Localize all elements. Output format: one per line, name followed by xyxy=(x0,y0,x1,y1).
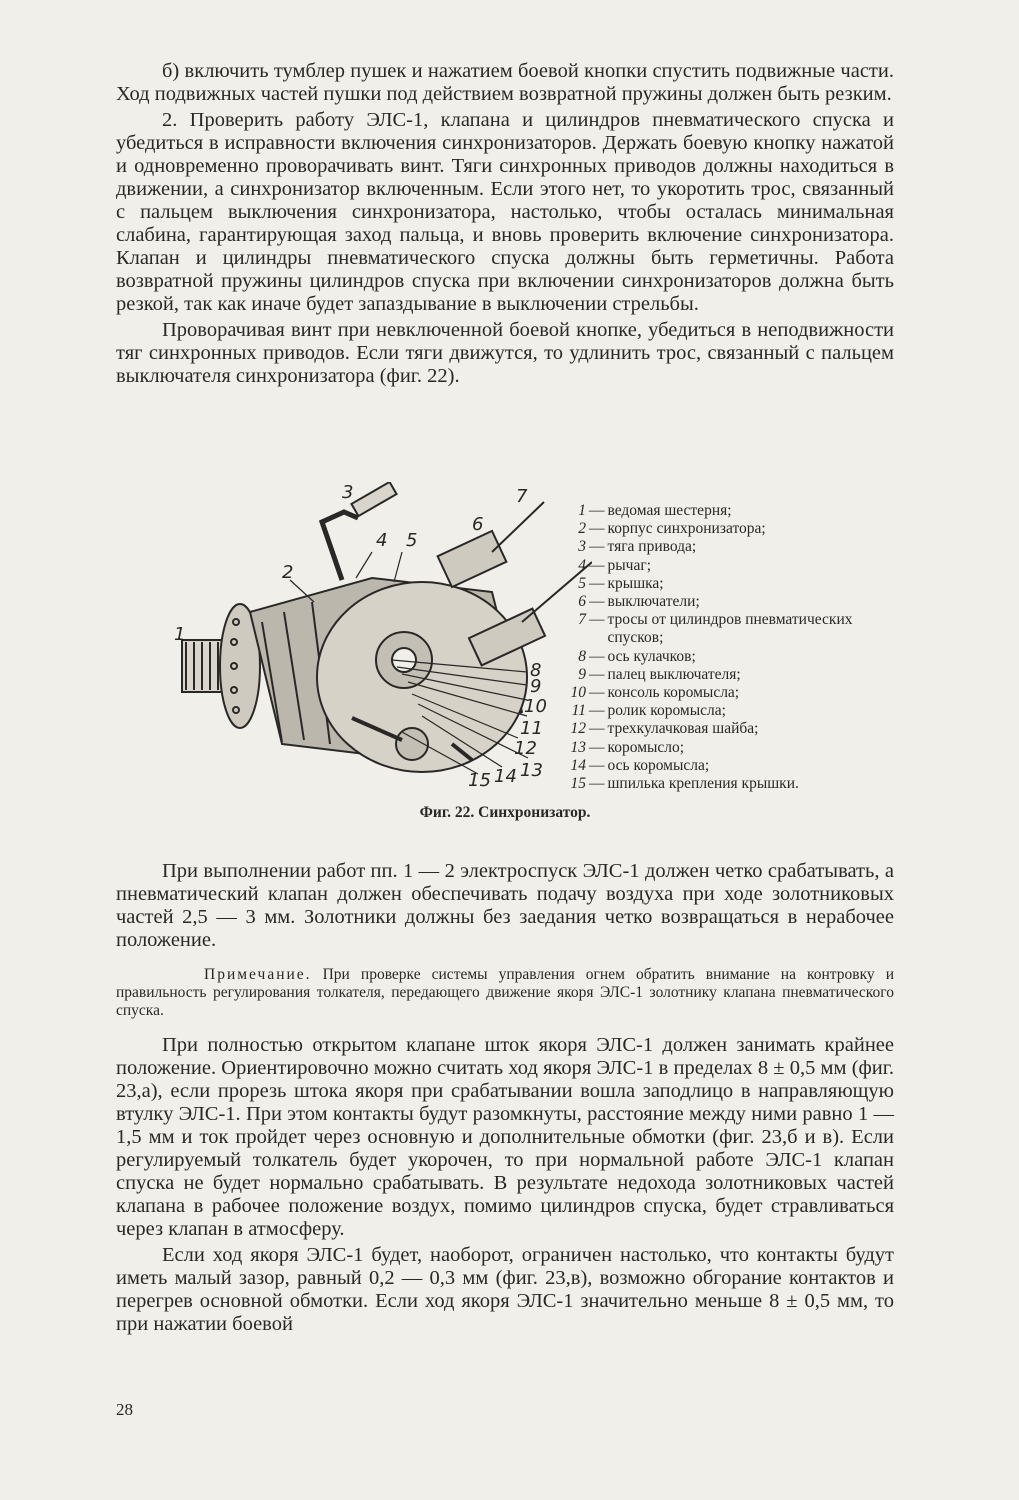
figure-label-5: 5 xyxy=(406,530,418,551)
legend-item: 7 — тросы от цилиндров пневматических спусков; xyxy=(578,611,853,647)
legend-item: 8 — ось кулачков; xyxy=(578,647,696,665)
paragraph-4: При полностью открытом клапане шток якоря ЭЛС-1 должен занимать крайнее положение. Ориентировочно можно считать ход якоря ЭЛС-1 в пределах 8 ± 0,5 мм (фиг. 23,а), если прорезь штока якоря при срабатывании вошла заподлицо в направляющую втулку ЭЛС-1. При этом контакты будут разомкнуты, расстояние между ними равно 1 — 1,5 мм и ток пройдет через основную и дополнительные обмотки (фиг. 23,б и в). Если регулируемый толкатель будет укорочен, то при нормальной работе ЭЛС-1 клапан спуска не будет нормально срабатывать. В результате недохода золотниковых частей клапана в рабочее положение воздух, помимо цилиндров спуска, будет стравливаться через клапан в атмосферу. xyxy=(116,1034,894,1240)
figure-22 xyxy=(116,482,894,827)
legend-item: 6 — выключатели; xyxy=(578,593,700,611)
legend-item: 14 — ось коромысла; xyxy=(570,756,710,774)
legend-item: 5 — крышка; xyxy=(578,574,664,592)
figure-label-12: 12 xyxy=(514,738,537,759)
figure-legend xyxy=(566,502,896,793)
paragraph-after-figure: При выполнении работ пп. 1 — 2 электроспуск ЭЛС-1 должен четко срабатывать, а пневматический клапан должен обеспечивать подачу воздуха при ходе золотниковых частей 2,5 — 3 мм. Золотники должны без заедания четко возвращаться в нерабочее положение. xyxy=(116,860,894,951)
figure-caption: Фиг. 22. Синхронизатор. xyxy=(419,804,591,821)
figure-label-1: 1 xyxy=(174,624,186,645)
figure-label-3: 3 xyxy=(342,482,354,503)
legend-item: 10 — консоль коромысла; xyxy=(570,684,740,702)
legend-item: 1 — ведомая шестерня; xyxy=(578,502,732,519)
figure-label-8: 8 xyxy=(530,660,542,681)
figure-label-7: 7 xyxy=(516,486,528,507)
page-number: 28 xyxy=(116,1400,133,1419)
figure-label-11: 11 xyxy=(520,718,543,739)
figure-label-15: 15 xyxy=(468,770,491,791)
figure-label-6: 6 xyxy=(472,514,484,535)
bottom-text-block xyxy=(116,1034,894,1336)
note-text: При проверке системы управления огнем обратить внимание на контровку и правильность регулирования толкателя, передающего движение якоря ЭЛС-1 золотнику клапана пневматического спуска. xyxy=(116,966,894,1019)
paragraph-5: Если ход якоря ЭЛС-1 будет, наоборот, ограничен настолько, что контакты будут иметь малый зазор, равный 0,2 — 0,3 мм (фиг. 23,в), возможно обгорание контактов и перегрев основной обмотки. Если ход якоря ЭЛС-1 значительно меньше 8 ± 0,5 мм, то при нажатии боевой xyxy=(116,1244,894,1335)
top-text-block xyxy=(116,60,894,388)
synchronizer-illustration xyxy=(172,482,592,792)
figure-label-4: 4 xyxy=(376,530,388,551)
legend-item: 12 — трехкулачковая шайба; xyxy=(570,720,759,738)
legend-item: 13 — коромысло; xyxy=(570,738,685,756)
legend-item: 4 — рычаг; xyxy=(578,556,652,574)
figure-label-10: 10 xyxy=(524,696,547,717)
note xyxy=(116,966,894,1020)
paragraph-1: б) включить тумблер пушек и нажатием боевой кнопки спустить подвижные части. Ход подвижных частей пушки под действием возвратной пружины должен быть резким. xyxy=(116,60,894,105)
paragraph-3: Проворачивая винт при невключенной боевой кнопке, убедиться в неподвижности тяг синхронных приводов. Если тяги движутся, то удлинить трос, связанный с пальцем выключателя синхронизатора (фиг. 22). xyxy=(116,319,894,387)
legend-item: 9 — палец выключателя; xyxy=(578,665,741,683)
legend-item: 3 — тяга привода; xyxy=(578,538,697,556)
figure-label-13: 13 xyxy=(520,760,543,781)
note-label: Примечание. xyxy=(204,966,312,983)
legend-item: 11 — ролик коромысла; xyxy=(571,702,726,720)
legend-item: 2 — корпус синхронизатора; xyxy=(578,520,766,538)
paragraph-2: 2. Проверить работу ЭЛС-1, клапана и цилиндров пневматического спуска и убедиться в исправности включения синхронизаторов. Держать боевую кнопку нажатой и одновременно проворачивать винт. Тяги синхронных приводов должны находиться в движении, а синхронизатор включенным. Если этого нет, то укоротить трос, связанный с пальцем выключения синхронизатора, настолько, чтобы осталась минимальная слабина, гарантирующая заход пальца, и вновь проверить включение синхронизатора. Клапан и цилиндры пневматического спуска должны быть герметичны. Работа возвратной пружины цилиндров спуска при включении синхронизаторов должна быть резкой, так как иначе будет запаздывание в выключении стрельбы. xyxy=(116,109,894,315)
legend-item: 15 — шпилька крепления крышки. xyxy=(570,775,799,793)
figure-label-9: 9 xyxy=(530,676,542,697)
middle-text-block xyxy=(116,860,894,1020)
figure-label-14: 14 xyxy=(494,766,517,787)
figure-label-2: 2 xyxy=(282,562,294,583)
